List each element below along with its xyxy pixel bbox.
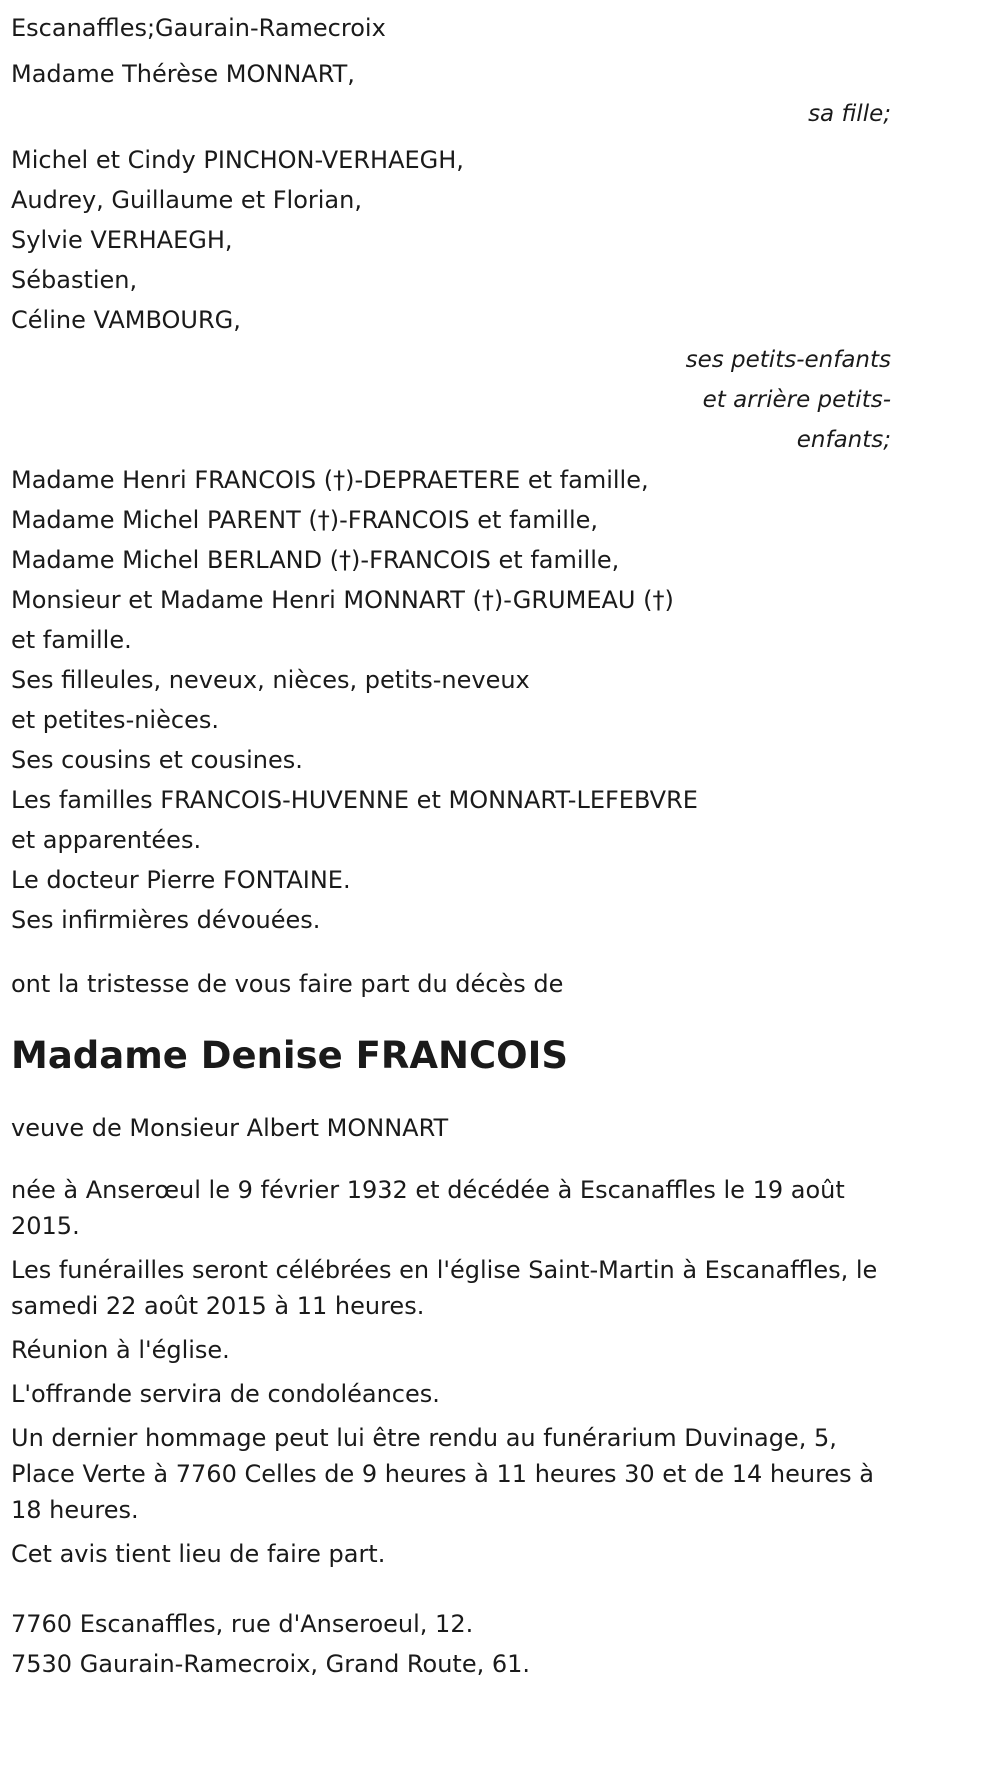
relative-line: Madame Michel PARENT (†)-FRANCOIS et famille, <box>11 506 599 534</box>
relative-line: Le docteur Pierre FONTAINE. <box>11 866 351 894</box>
relative-line: Madame Michel BERLAND (†)-FRANCOIS et famille, <box>11 546 620 574</box>
detail-paragraph: Les funérailles seront célébrées en l'église Saint-Martin à Escanaffles, le samedi 22 août 2015 à 11 heures. <box>11 1256 878 1320</box>
deceased-name: Madame Denise FRANCOIS <box>11 1034 568 1077</box>
detail-paragraph: Un dernier hommage peut lui être rendu au funérarium Duvinage, 5, Place Verte à 7760 Celles de 9 heures à 11 heures 30 et de 14 heures à 18 heures. <box>11 1424 875 1524</box>
grandchildren-block <box>11 140 1000 460</box>
relation-label: enfants; <box>796 427 891 453</box>
family-member-name: Madame Thérèse MONNART, <box>11 60 355 88</box>
family-member-name: Sylvie VERHAEGH, <box>11 226 233 254</box>
relative-line: Ses filleules, neveux, nièces, petits-neveux <box>11 666 530 694</box>
relation-label: ses petits-enfants <box>685 347 891 373</box>
address-line: 7530 Gaurain-Ramecroix, Grand Route, 61. <box>11 1650 531 1678</box>
details-block <box>11 1172 1000 1572</box>
relative-line: Ses infirmières dévouées. <box>11 906 321 934</box>
announcement-text: ont la tristesse de vous faire part du décès de <box>11 970 564 998</box>
widow-of-text: veuve de Monsieur Albert MONNART <box>11 1114 449 1142</box>
family-member-name: Michel et Cindy PINCHON-VERHAEGH, <box>11 146 464 174</box>
relation-label: et arrière petits- <box>702 387 891 413</box>
relative-line: Ses cousins et cousines. <box>11 746 303 774</box>
relative-line: et petites-nièces. <box>11 706 219 734</box>
relative-line: et famille. <box>11 626 132 654</box>
relative-line: Monsieur et Madame Henri MONNART (†)-GRUMEAU (†) <box>11 586 674 614</box>
family-member-name: Audrey, Guillaume et Florian, <box>11 186 362 214</box>
detail-paragraph: Cet avis tient lieu de faire part. <box>11 1540 386 1568</box>
family-member-name: Sébastien, <box>11 266 138 294</box>
detail-paragraph: L'offrande servira de condoléances. <box>11 1380 440 1408</box>
header-locations: Escanaffles;Gaurain-Ramecroix <box>11 14 386 42</box>
other-relatives-block <box>11 460 1000 940</box>
relation-label: sa fille; <box>808 101 891 127</box>
family-member-name: Céline VAMBOURG, <box>11 306 241 334</box>
relative-line: Madame Henri FRANCOIS (†)-DEPRAETERE et famille, <box>11 466 649 494</box>
address-line: 7760 Escanaffles, rue d'Anseroeul, 12. <box>11 1610 474 1638</box>
addresses-block <box>11 1604 1000 1684</box>
relative-line: et apparentées. <box>11 826 202 854</box>
relative-line: Les familles FRANCOIS-HUVENNE et MONNART-LEFEBVRE <box>11 786 698 814</box>
detail-paragraph: née à Anserœul le 9 février 1932 et décédée à Escanaffles le 19 août 2015. <box>11 1176 845 1240</box>
detail-paragraph: Réunion à l'église. <box>11 1336 230 1364</box>
daughter-block <box>11 54 1000 134</box>
